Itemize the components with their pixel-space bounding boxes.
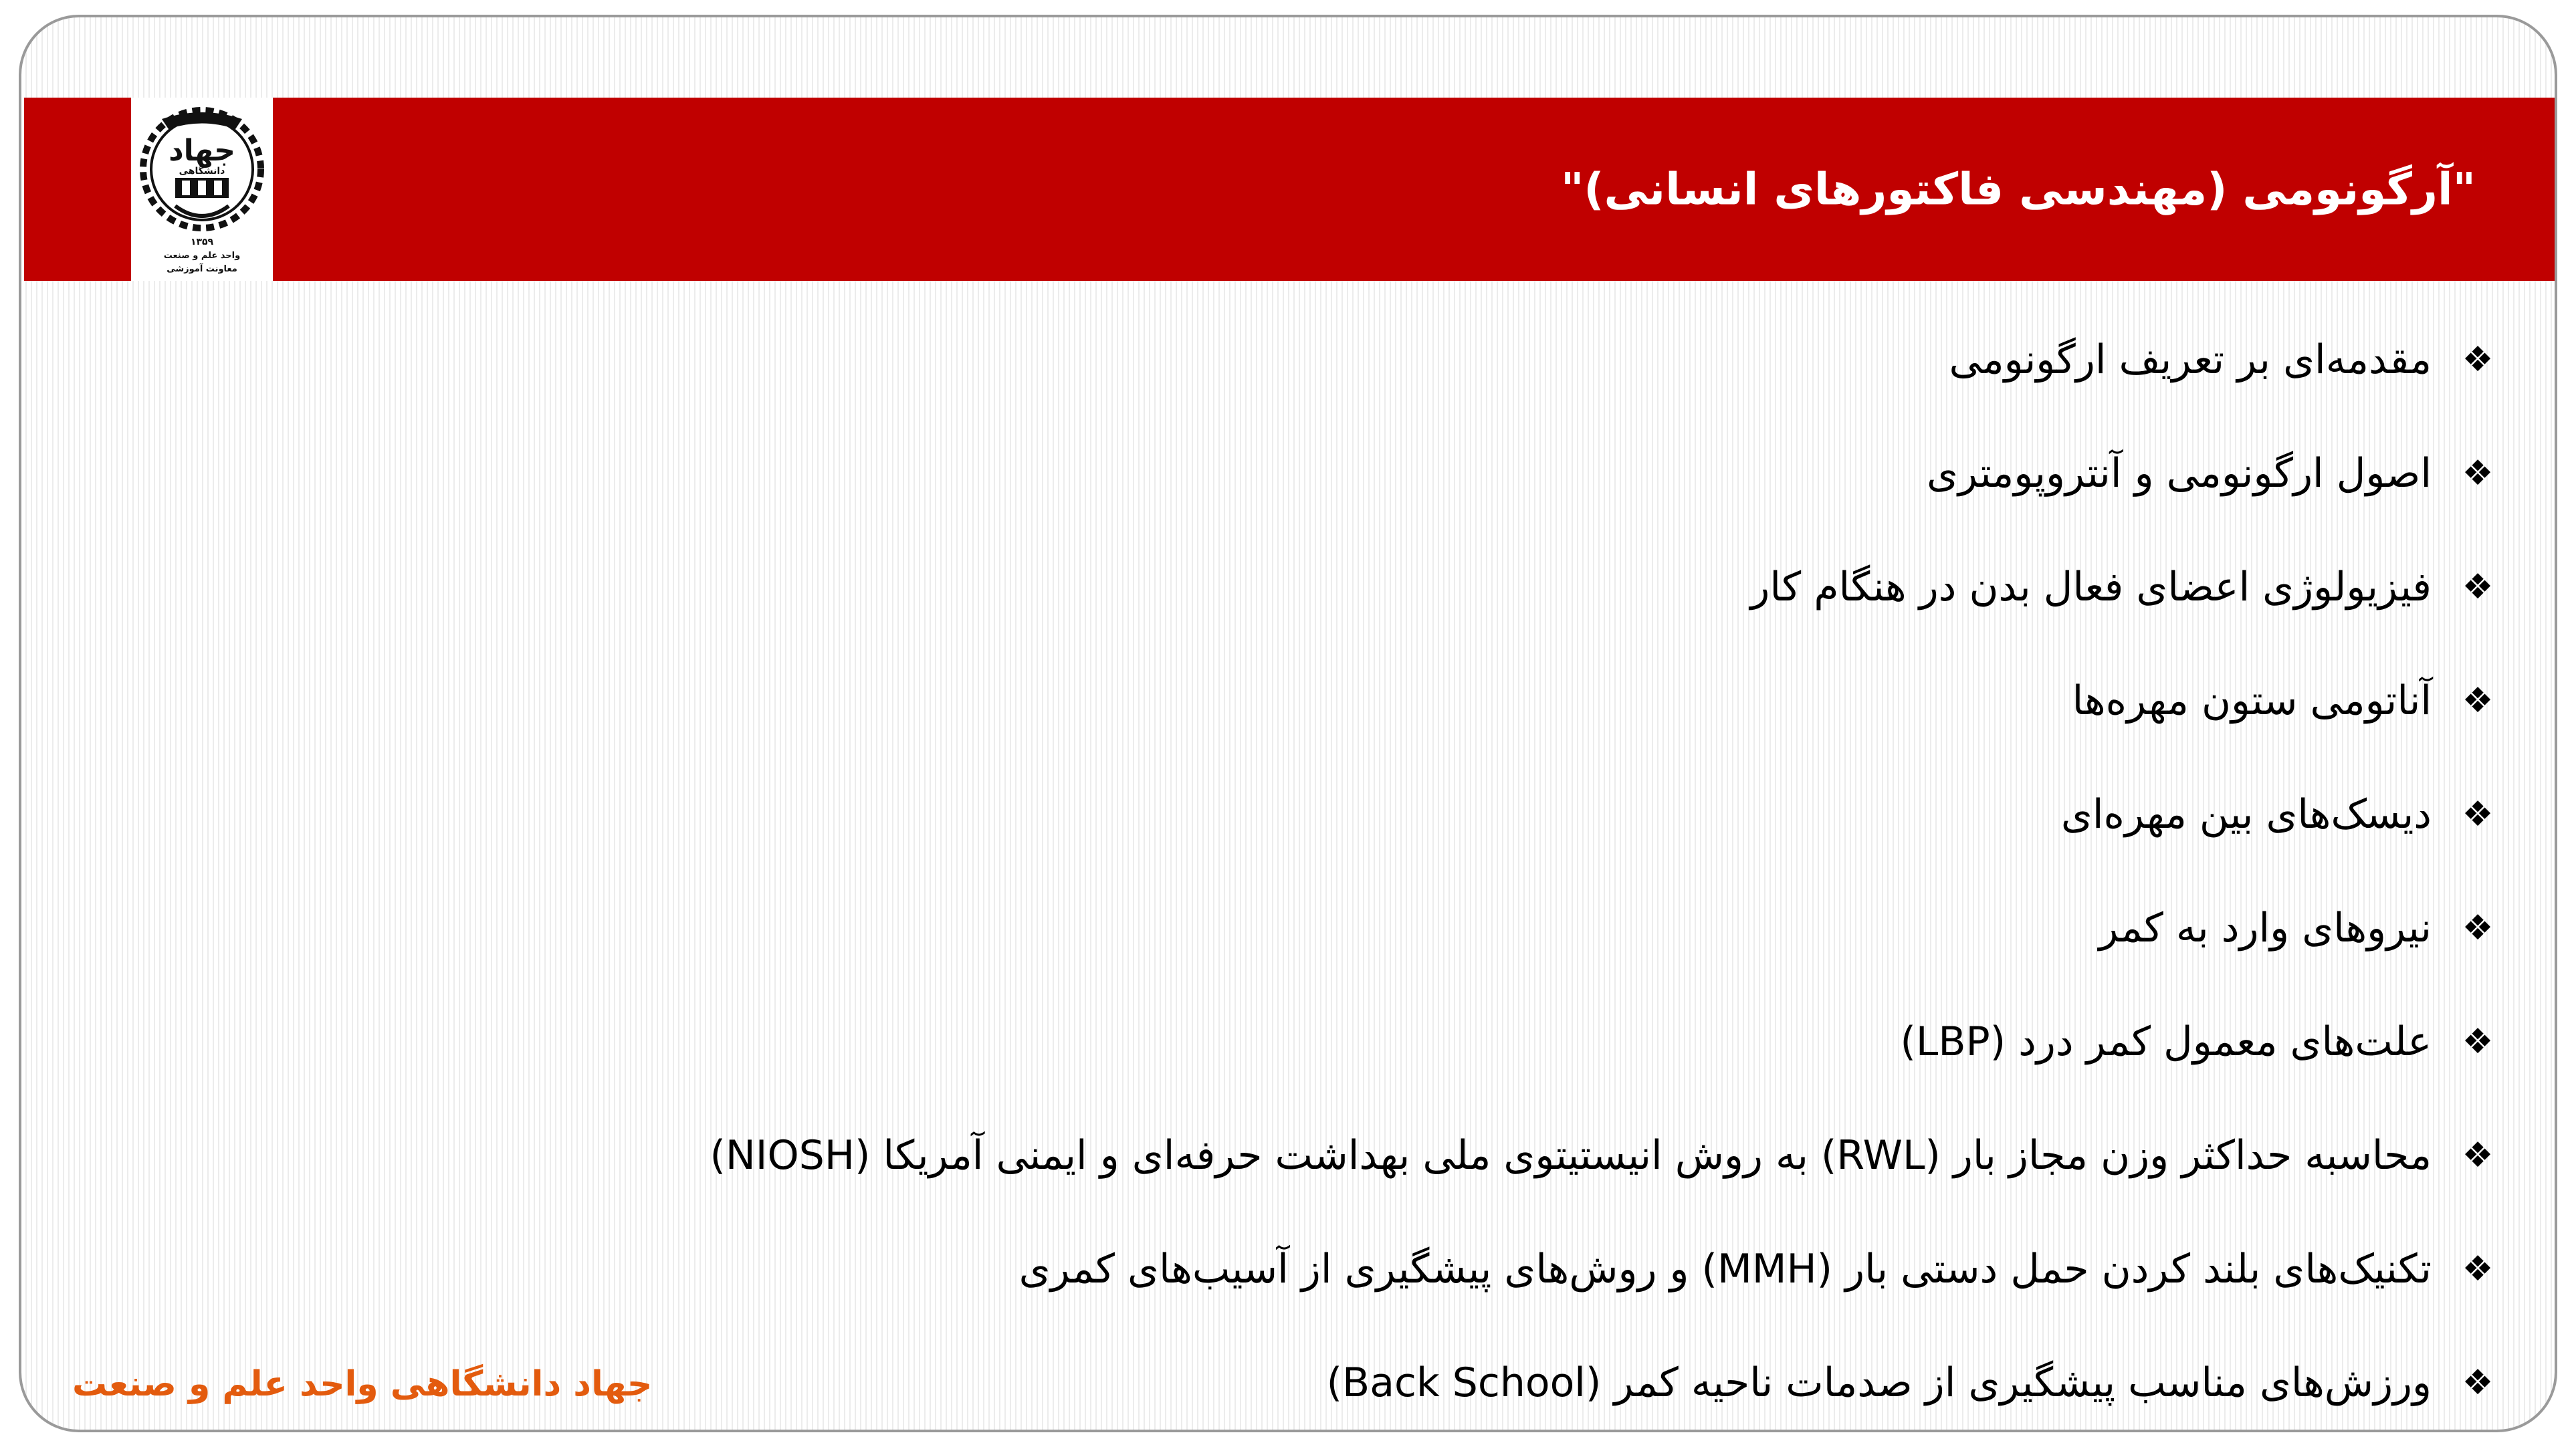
diamond-bullet-icon: ❖ xyxy=(2462,1249,2494,1289)
diamond-bullet-icon: ❖ xyxy=(2462,453,2494,493)
diamond-bullet-icon: ❖ xyxy=(2462,681,2494,721)
diamond-bullet-icon: ❖ xyxy=(2462,1022,2494,1062)
jahad-logo xyxy=(131,98,273,281)
list-item xyxy=(361,788,2501,901)
list-item xyxy=(361,447,2501,560)
list-item-text: علت‌های معمول کمر درد (LBP) xyxy=(1900,1018,2432,1065)
logo-sub-text: دانشگاهی xyxy=(179,166,225,177)
list-item xyxy=(361,333,2501,447)
list-item xyxy=(361,1129,2501,1242)
list-item-text: نیروهای وارد به کمر xyxy=(2099,905,2432,952)
list-item xyxy=(361,1242,2501,1356)
slide-frame xyxy=(19,15,2557,1432)
list-item xyxy=(361,1015,2501,1129)
diamond-bullet-icon: ❖ xyxy=(2462,567,2494,607)
diamond-bullet-icon: ❖ xyxy=(2462,1135,2494,1176)
logo-unit-line2: معاونت آموزشی xyxy=(167,264,237,274)
logo-unit-line1: واحد علم و صنعت xyxy=(163,251,241,261)
list-item-text: ورزش‌های مناسب پیشگیری از صدمات ناحیه کمر (Back School) xyxy=(1326,1359,2432,1406)
list-item xyxy=(361,1356,2501,1432)
list-item-text: فیزیولوژی اعضای فعال بدن در هنگام کار xyxy=(1750,564,2432,610)
list-item xyxy=(361,901,2501,1015)
header-bar xyxy=(24,98,2557,281)
list-item-text: تکنیک‌های بلند کردن حمل دستی بار (MMH) و روش‌های پیشگیری از آسیب‌های کمری xyxy=(1018,1246,2432,1293)
topic-list xyxy=(361,333,2501,1432)
logo-main-text: جهاد xyxy=(169,134,235,168)
list-item-text: مقدمه‌ای بر تعریف ارگونومی xyxy=(1949,336,2432,383)
list-item-text: آناتومی ستون مهره‌ها xyxy=(2072,677,2432,724)
diamond-bullet-icon: ❖ xyxy=(2462,1363,2494,1403)
list-item-text: محاسبه حداکثر وزن مجاز بار (RWL) به روش انیستیتوی ملی بهداشت حرفه‌ای و ایمنی آمریکا (NIOSH) xyxy=(710,1132,2432,1179)
footer-organization-name: جهاد دانشگاهی واحد علم و صنعت xyxy=(72,1364,653,1404)
list-item-text: دیسک‌های بین مهره‌ای xyxy=(2060,791,2432,838)
diamond-bullet-icon: ❖ xyxy=(2462,908,2494,948)
slide-title: "آرگونومی (مهندسی فاکتورهای انسانی)" xyxy=(1560,163,2476,215)
diamond-bullet-icon: ❖ xyxy=(2462,340,2494,380)
diamond-bullet-icon: ❖ xyxy=(2462,794,2494,834)
list-item-text: اصول ارگونومی و آنتروپومتری xyxy=(1926,450,2432,497)
list-item xyxy=(361,560,2501,674)
jahad-emblem-icon xyxy=(135,99,269,280)
logo-year: ۱۳۵۹ xyxy=(190,237,214,247)
list-item xyxy=(361,674,2501,788)
